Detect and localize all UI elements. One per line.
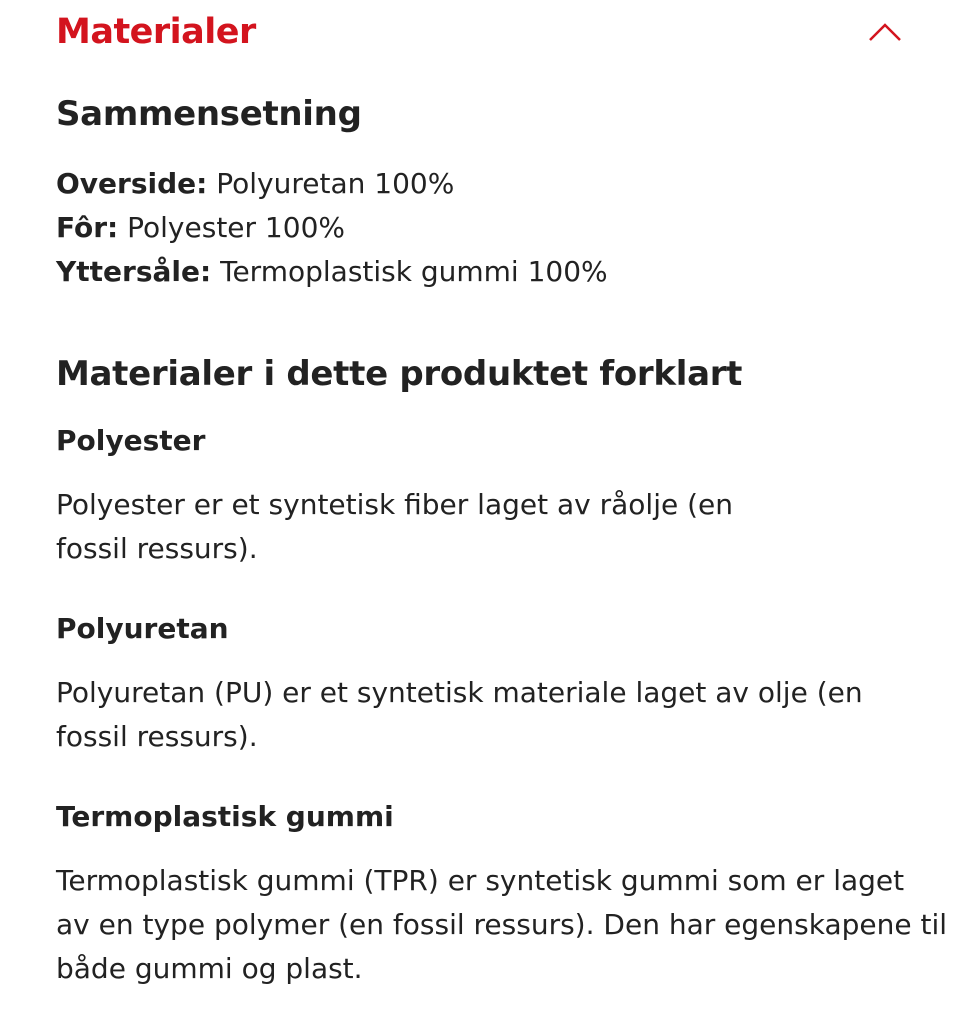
composition-item-upper bbox=[56, 162, 608, 206]
composition-value: Termoplastisk gummi 100% bbox=[211, 255, 608, 288]
composition-heading: Sammensetning bbox=[56, 94, 362, 134]
composition-label: Fôr: bbox=[56, 211, 119, 244]
material-description-polyester bbox=[56, 483, 733, 571]
accordion-title: Materialer bbox=[56, 12, 256, 52]
description-line: fossil ressurs). bbox=[56, 720, 258, 753]
chevron-up-icon[interactable] bbox=[868, 22, 904, 42]
composition-list bbox=[56, 162, 608, 294]
description-line: både gummi og plast. bbox=[56, 952, 363, 985]
material-description-tpr bbox=[56, 859, 947, 991]
description-line: av en type polymer (en fossil ressurs). Den har egenskapene til bbox=[56, 908, 948, 941]
composition-label: Yttersåle: bbox=[56, 255, 212, 288]
description-line: Polyuretan (PU) er et syntetisk materiale laget av olje (en bbox=[56, 676, 863, 709]
composition-item-lining bbox=[56, 206, 608, 250]
materials-accordion-toggle[interactable] bbox=[56, 8, 904, 56]
material-title-tpr: Termoplastisk gummi bbox=[56, 800, 394, 833]
composition-item-outsole bbox=[56, 250, 608, 294]
composition-value: Polyuretan 100% bbox=[207, 167, 455, 200]
composition-value: Polyester 100% bbox=[118, 211, 345, 244]
material-title-polyester: Polyester bbox=[56, 424, 206, 457]
description-line: fossil ressurs). bbox=[56, 532, 258, 565]
description-line: Polyester er et syntetisk fiber laget av råolje (en bbox=[56, 488, 733, 521]
description-line: Termoplastisk gummi (TPR) er syntetisk gummi som er laget bbox=[56, 864, 905, 897]
material-title-polyuretan: Polyuretan bbox=[56, 612, 229, 645]
composition-label: Overside: bbox=[56, 167, 208, 200]
materials-explained-heading: Materialer i dette produktet forklart bbox=[56, 354, 743, 394]
material-description-polyuretan bbox=[56, 671, 863, 759]
